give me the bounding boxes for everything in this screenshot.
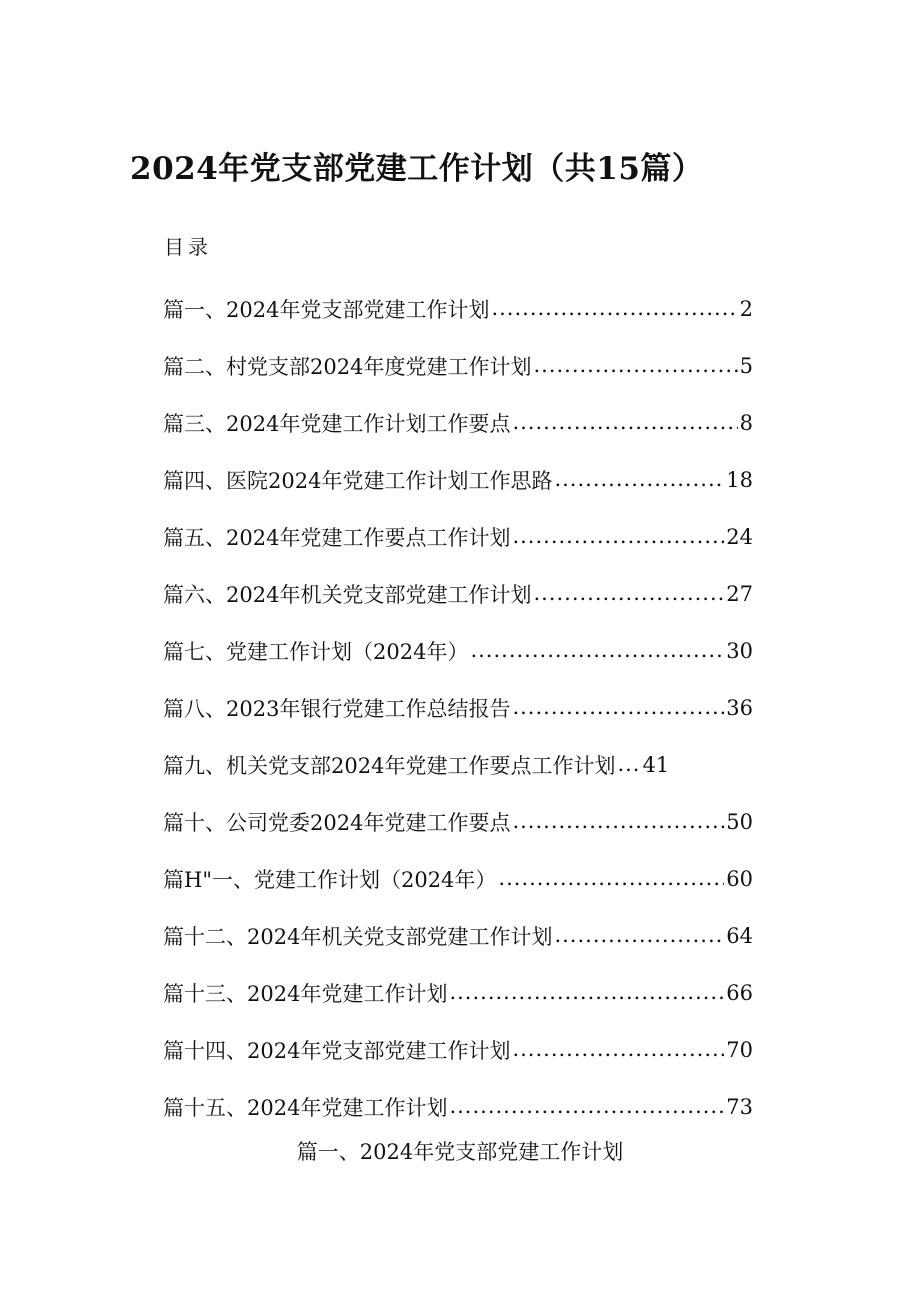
toc-entry-page: 18: [726, 467, 753, 492]
toc-entry-page: 73: [726, 1094, 753, 1119]
toc-leader-dots: [491, 298, 737, 319]
toc-entry-title: 篇七、党建工作计划（2024年）: [163, 639, 469, 664]
toc-leader-dots: [498, 868, 724, 889]
toc-entry[interactable]: [163, 622, 753, 679]
toc-entry[interactable]: [163, 793, 753, 850]
toc-leader-dots: [470, 640, 724, 661]
table-of-contents: [163, 280, 753, 1135]
toc-entry-title: 篇八、2023年银行党建工作总结报告: [163, 696, 511, 721]
toc-entry[interactable]: [163, 736, 753, 793]
toc-leader-dots: [554, 925, 724, 946]
toc-entry-title: 篇六、2024年机关党支部党建工作计划: [163, 582, 532, 607]
toc-entry-title: 篇H"一、党建工作计划（2024年）: [163, 867, 497, 892]
toc-entry[interactable]: [163, 907, 753, 964]
toc-entry[interactable]: [163, 1078, 753, 1135]
toc-leader-dots: [512, 1039, 724, 1060]
toc-entry-page: 41: [642, 752, 670, 777]
toc-entry[interactable]: [163, 565, 753, 622]
toc-entry-page: 2: [739, 296, 753, 321]
toc-leader-dots: [512, 412, 737, 433]
toc-entry-title: 篇一、2024年党支部党建工作计划: [163, 297, 490, 322]
toc-leader-dots: [512, 811, 724, 832]
toc-entry-title: 篇十五、2024年党建工作计划: [163, 1095, 448, 1120]
toc-entry-title: 篇九、机关党支部2024年党建工作要点工作计划: [163, 753, 616, 778]
toc-entry-title: 篇十四、2024年党支部党建工作计划: [163, 1038, 511, 1063]
toc-leader-dots: [449, 982, 724, 1003]
toc-entry-title: 篇十二、2024年机关党支部党建工作计划: [163, 924, 553, 949]
toc-entry-page: 24: [726, 524, 753, 549]
toc-leader-dots: [617, 754, 640, 775]
toc-entry[interactable]: [163, 508, 753, 565]
toc-entry-page: 30: [726, 638, 753, 663]
toc-entry-page: 60: [726, 866, 753, 891]
toc-entry-title: 篇三、2024年党建工作计划工作要点: [163, 411, 511, 436]
toc-entry[interactable]: [163, 679, 753, 736]
toc-entry[interactable]: [163, 280, 753, 337]
toc-leader-dots: [554, 469, 724, 490]
section-heading: 篇一、2024年党支部党建工作计划: [296, 1140, 624, 1164]
toc-entry-page: 66: [726, 980, 753, 1005]
toc-leader-dots: [512, 526, 724, 547]
toc-entry-page: 50: [726, 809, 753, 834]
toc-entry[interactable]: [163, 1021, 753, 1078]
toc-entry[interactable]: [163, 964, 753, 1021]
toc-leader-dots: [533, 583, 724, 604]
toc-entry[interactable]: [163, 394, 753, 451]
toc-entry-title: 篇五、2024年党建工作要点工作计划: [163, 525, 511, 550]
toc-entry-title: 篇二、村党支部2024年度党建工作计划: [163, 354, 532, 379]
toc-entry-page: 5: [739, 353, 753, 378]
toc-entry-page: 8: [739, 410, 753, 435]
toc-leader-dots: [512, 697, 724, 718]
toc-entry-title: 篇四、医院2024年党建工作计划工作思路: [163, 468, 553, 493]
toc-entry-title: 篇十三、2024年党建工作计划: [163, 981, 448, 1006]
toc-entry-page: 64: [726, 923, 753, 948]
toc-entry[interactable]: [163, 850, 753, 907]
toc-entry-title: 篇十、公司党委2024年党建工作要点: [163, 810, 511, 835]
toc-entry-page: 36: [726, 695, 753, 720]
toc-entry-page: 27: [726, 581, 753, 606]
toc-entry-page: 70: [726, 1037, 753, 1062]
toc-entry[interactable]: [163, 451, 753, 508]
toc-entry[interactable]: [163, 337, 753, 394]
document-title: 2024年党支部党建工作计划（共15篇）: [130, 151, 704, 187]
toc-leader-dots: [449, 1096, 724, 1117]
toc-leader-dots: [533, 355, 737, 376]
toc-heading: 目录: [164, 235, 212, 259]
